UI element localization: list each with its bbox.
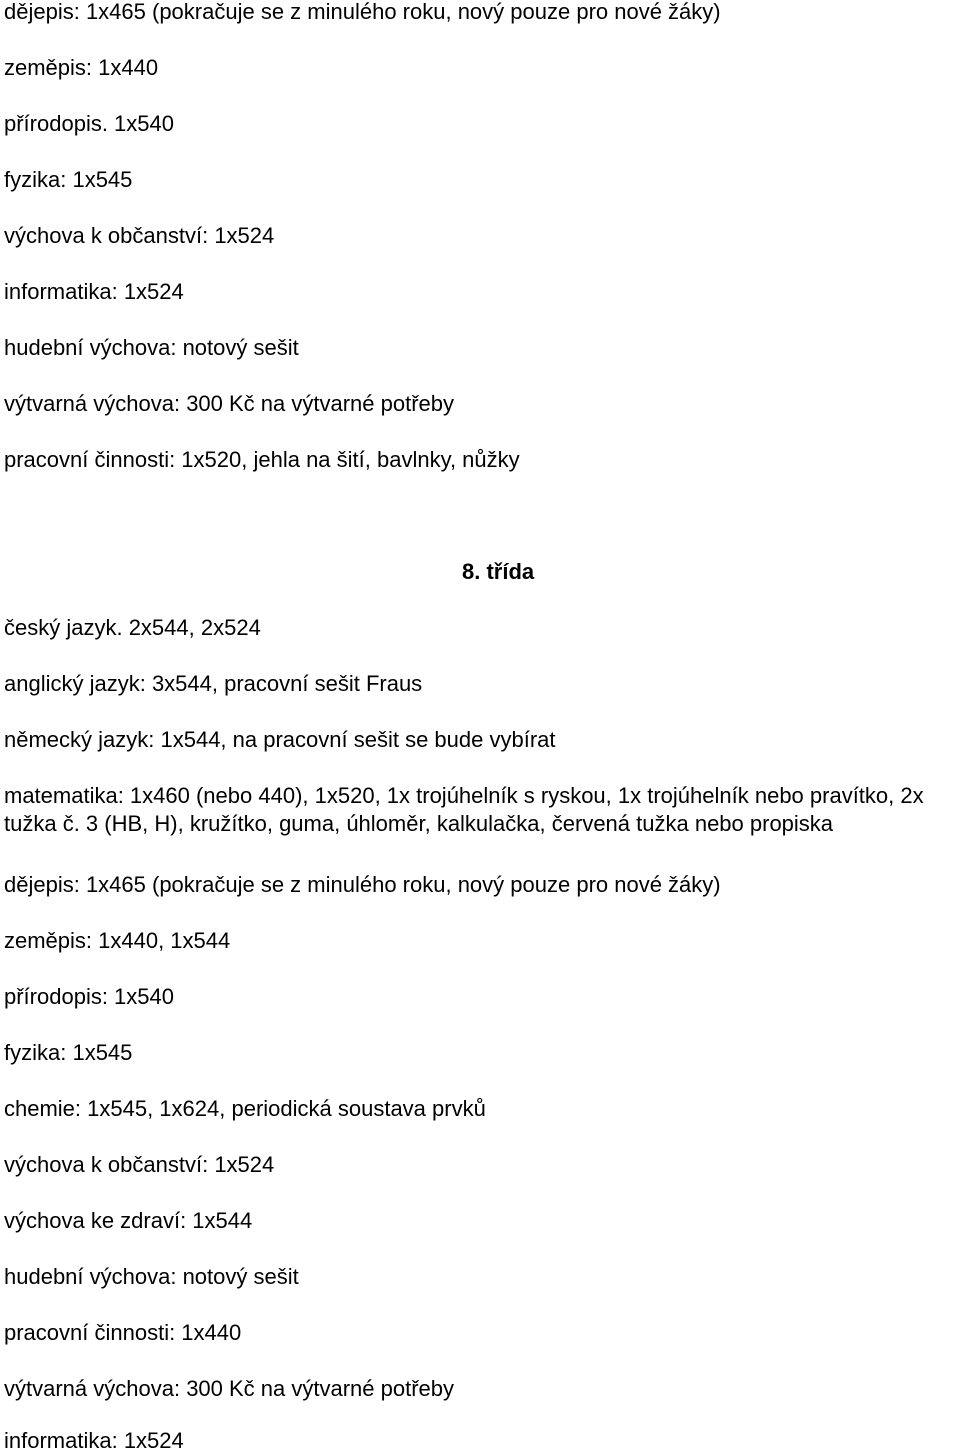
list-item: výtvarná výchova: 300 Kč na výtvarné potřeby bbox=[4, 1376, 455, 1401]
list-item: informatika: 1x524 bbox=[4, 1428, 184, 1453]
list-item: český jazyk. 2x544, 2x524 bbox=[4, 615, 261, 640]
section-heading: 8. třída bbox=[462, 559, 535, 584]
list-item: výchova k občanství: 1x524 bbox=[4, 1152, 275, 1177]
list-item: matematika: 1x460 (nebo 440), 1x520, 1x trojúhelník s ryskou, 1x trojúhelník nebo pravítko, 2x tužka č. 3 (HB, H), kružítko, guma, úhloměr, kalkulačka, červená tužka nebo propiska bbox=[4, 783, 924, 836]
list-item: pracovní činnosti: 1x520, jehla na šití, bavlnky, nůžky bbox=[4, 447, 520, 472]
list-item: fyzika: 1x545 bbox=[4, 1040, 133, 1065]
list-item: výchova k občanství: 1x524 bbox=[4, 223, 275, 248]
list-item: zeměpis: 1x440 bbox=[4, 55, 159, 80]
list-item: pracovní činnosti: 1x440 bbox=[4, 1320, 242, 1345]
list-item: hudební výchova: notový sešit bbox=[4, 1264, 299, 1289]
list-item: přírodopis. 1x540 bbox=[4, 111, 174, 136]
list-item: dějepis: 1x465 (pokračuje se z minulého roku, nový pouze pro nové žáky) bbox=[4, 0, 721, 24]
list-item: zeměpis: 1x440, 1x544 bbox=[4, 928, 231, 953]
list-item: výchova ke zdraví: 1x544 bbox=[4, 1208, 253, 1233]
list-item: hudební výchova: notový sešit bbox=[4, 335, 299, 360]
list-item: fyzika: 1x545 bbox=[4, 167, 133, 192]
list-item: informatika: 1x524 bbox=[4, 279, 184, 304]
list-item: výtvarná výchova: 300 Kč na výtvarné potřeby bbox=[4, 391, 455, 416]
list-item: dějepis: 1x465 (pokračuje se z minulého roku, nový pouze pro nové žáky) bbox=[4, 872, 721, 897]
list-item: přírodopis: 1x540 bbox=[4, 984, 174, 1009]
list-item: anglický jazyk: 3x544, pracovní sešit Fraus bbox=[4, 671, 423, 696]
list-item: německý jazyk: 1x544, na pracovní sešit se bude vybírat bbox=[4, 727, 556, 752]
list-item: chemie: 1x545, 1x624, periodická soustava prvků bbox=[4, 1096, 486, 1121]
